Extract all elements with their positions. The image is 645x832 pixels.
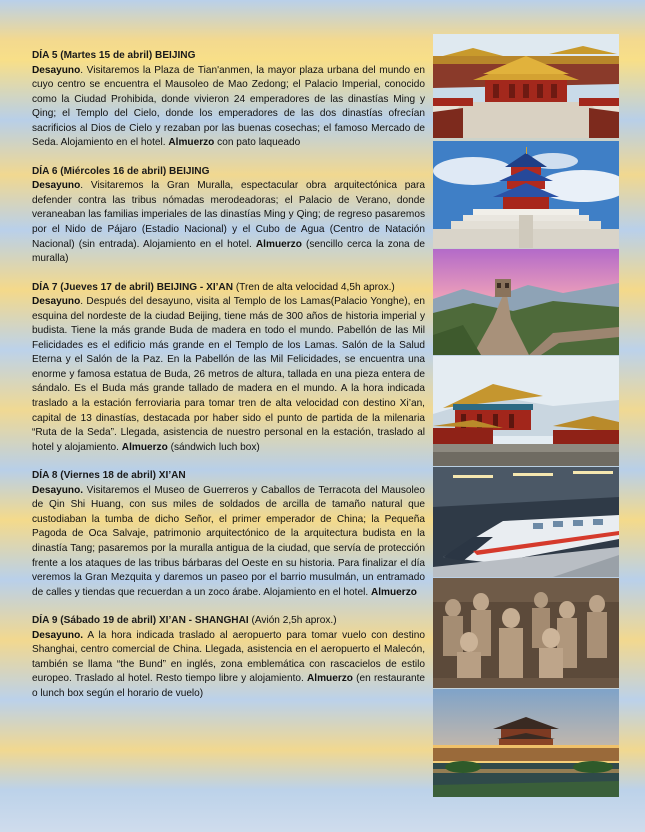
day-title: DÍA 6 (Miércoles 16 de abril) BEIJING	[32, 165, 210, 177]
day-title: DÍA 5 (Martes 15 de abril) BEIJING	[32, 50, 196, 61]
breakfast-label: Desayuno	[32, 296, 81, 308]
day-title: DÍA 9 (Sábado 19 de abril) XI’AN - SHANGHAI	[32, 615, 249, 627]
temple-of-heaven-photo	[433, 141, 619, 248]
breakfast-label: Desayuno	[32, 64, 81, 76]
lunch-label: Almuerzo	[306, 673, 353, 685]
terracotta-warriors-photo	[433, 578, 619, 688]
lunch-note: (en restaurante o lunch box según el horario de vuelo)	[32, 673, 426, 699]
lunch-label: Almuerzo	[255, 238, 302, 250]
forbidden-city-photo	[433, 34, 619, 138]
day-title: DÍA 8 (Viernes 18 de abril) XI’AN	[32, 470, 186, 482]
high-speed-train-photo	[433, 467, 619, 577]
lunch-note: con pato laqueado	[214, 137, 301, 149]
breakfast-label: Desayuno.	[32, 484, 84, 496]
lunch-label: Almuerzo	[370, 586, 417, 598]
lama-temple-photo	[433, 356, 619, 466]
great-wall-photo	[433, 249, 619, 355]
xian-city-wall-photo	[433, 689, 619, 797]
breakfast-label: Desayuno.	[32, 629, 84, 641]
day-9-entry	[32, 614, 425, 701]
itinerary-text	[32, 49, 425, 701]
day-title-extra: (Tren de alta velocidad 4,5h aprox.)	[233, 281, 395, 293]
day-title-extra: (Avión 2,5h aprox.)	[248, 615, 337, 627]
day-description: . Visitaremos la Plaza de Tian'anmen, la mayor plaza urbana del mundo en cuyo centro se encuentra el Mausoleo de Mao Zedong; el Palacio Imperial, conocido como la Ciudad Prohibida, donde vivieron 24 emperadores de las dinastías Ming y Qing; el Templo del Cielo, donde los emperadores de las dos dinastías ofrecían sacrificios al Dios de Cielo y rezaban por las buenas cosechas; el famoso Mercado de Seda. Alojamiento en el hotel.	[32, 64, 425, 149]
lunch-label: Almuerzo	[168, 137, 215, 149]
day-description: . Después del desayuno, visita al Templo de los Lamas(Palacio Yonghe), en esquina del nordeste de la ciudad Beijing, tiene más de 300 años de historia imperial y budista. Tiene la más grande Buda de madera en todo el mundo. Pabellón de las Mil Felicidades es el edificio más grande en el Templo de los Lamas. Salón de la Salud Eterna y el Salón de la Paz. En la Pabellón de las Mil Felicidades, se encuentra una enorme y famosa estatua de Buda, 26 metros de altura, tallada en una pieza entera de sándalo. Es el Buda más grande tallado de madera en el mundo. A la hora indicada traslado a la estación ferroviaria para tomar tren de alta velocidad con destino Xi’an, capital de 13 dinastías, destacada por haber sido el punto de partida de la milenaria “Ruta de la Seda”. Llegada, asistencia de nuestro personal en la estación, traslado al hotel y alojamiento.	[32, 296, 425, 453]
lunch-label: Almuerzo	[121, 441, 168, 453]
lunch-note: (sándwich luch box)	[167, 441, 260, 453]
day-8-entry	[32, 469, 425, 600]
breakfast-label: Desayuno	[32, 180, 81, 192]
day-title: DÍA 7 (Jueves 17 de abril) BEIJING - XI’AN	[32, 281, 234, 293]
day-description: A la hora indicada traslado al aeropuerto para tomar vuelo con destino Shanghai, centro comercial de China. Llegada, asistencia en el aeropuerto el Malecón, también se llama “the Bund” en inglés, zona emblemática con rascacielos de estilo europeo. Traslado al hotel. Resto tiempo libre y alojamiento.	[32, 629, 425, 685]
lunch-note: (sencillo cerca la zona de muralla)	[32, 238, 425, 265]
day-description: Visitaremos el Museo de Guerreros y Caballos de Terracota del Mausoleo de Qin Shi Huang, con sus miles de soldados de arcilla de tamaño natural que custodiaban la tumba de dicho Señor, el primer emperador de China; la Pequeña Pagoda de Oca Salvaje, patrimonio arquitectónico de la arquitectura budista en la dinastía Tang; pasaremos por la muralla antigua de la ciudad, que servía de protección frente a los ataques de las tribus bárbaras del Oeste en su historia. Para finalizar el día veremos la Gran Mezquita y daremos un paseo por el barrio musulmán, un entramado de calles y tiendas que recuerdan a un zoco árabe. Alojamiento en el hotel.	[32, 484, 425, 598]
day-6-entry	[32, 165, 425, 267]
day-5-entry	[32, 49, 425, 151]
day-description: . Visitaremos la Gran Muralla, espectacular obra arquitectónica para defender contra las tribus nómadas merodeadoras; el Palacio de Verano, donde veraneaban las familias imperiales de las dinastías Ming y Qing; de regreso pasaremos por el Nido de Pájaro (Estadio Nacional) y el Cubo de Agua (Centro de Natación Nacional) (sin entrada). Alojamiento en el hotel.	[32, 180, 425, 250]
day-7-entry	[32, 281, 425, 456]
